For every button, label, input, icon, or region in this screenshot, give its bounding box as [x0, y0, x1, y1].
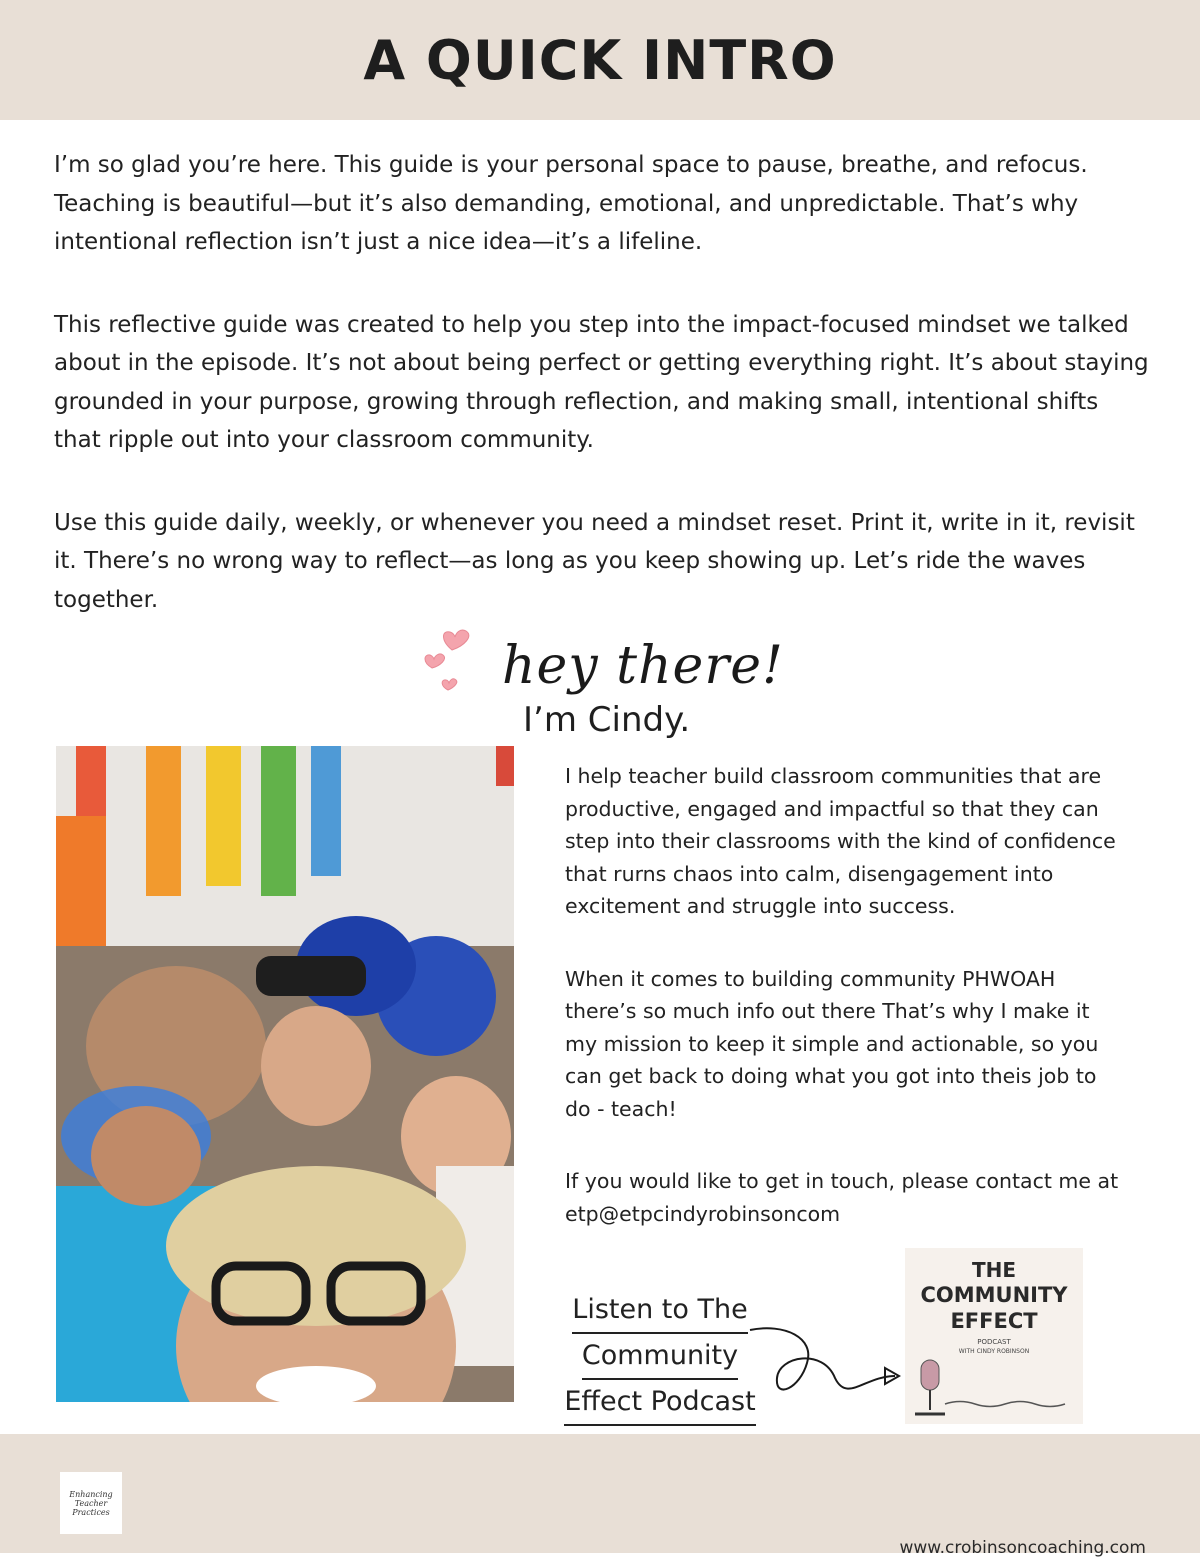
brand-logo: Enhancing Teacher Practices: [60, 1472, 122, 1534]
website-link[interactable]: www.crobinsoncoaching.com: [899, 1538, 1146, 1558]
bio-paragraph: I help teacher build classroom communities that are productive, engaged and impactful so that they can step into their classrooms with the kind of confidence that rurns chaos into calm, disengagement into excitement and struggle into success.: [565, 764, 1116, 918]
intro-paragraph: Use this guide daily, weekly, or whenever you need a mindset reset. Print it, write in it, revisit it. There’s no wrong way to reflect—as long as you keep showing up. Let’s ride the waves together.: [54, 509, 1135, 613]
podcast-host: WITH CINDY ROBINSON: [958, 1348, 1030, 1355]
page-title: A QUICK INTRO: [363, 28, 837, 92]
hey-there-script: hey there!: [502, 636, 784, 696]
listen-line: Listen to The: [572, 1288, 747, 1334]
footer-band: [0, 1434, 1200, 1553]
podcast-title-line: COMMUNITY: [920, 1283, 1068, 1307]
im-cindy-heading: I’m Cindy.: [523, 700, 691, 740]
hearts-icon: [418, 622, 482, 698]
intro-paragraph: I’m so glad you’re here. This guide is your personal space to pause, breathe, and refocus. Teaching is beautiful—but it’s also demanding, emotional, and unpredictable. That’s why intentional reflection isn’t just a nice idea—it’s a lifeline.: [54, 152, 1088, 255]
podcast-title-line: EFFECT: [950, 1309, 1038, 1333]
podcast-subtitle: PODCAST: [977, 1338, 1011, 1346]
microphone-icon: [905, 1344, 1083, 1424]
intro-paragraph: This reflective guide was created to help you step into the impact-focused mindset we talked about in the episode. It’s not about being perfect or getting everything right. It’s about staying grounded in your purpose, growing through reflection, and making small, intentional shifts that ripple out into your classroom community.: [54, 311, 1149, 453]
listen-line: Effect Podcast: [564, 1380, 755, 1426]
bio-text: [565, 760, 1125, 1270]
bio-paragraph: When it comes to building community PHWOAH there’s so much info out there That’s why I make it my mission to keep it simple and actionable, so you can get back to doing what you got into theis job to do - teach!: [565, 966, 1099, 1121]
podcast-title-line: THE: [971, 1258, 1017, 1282]
listen-line: Community: [582, 1334, 738, 1380]
header-band: [0, 0, 1200, 120]
listen-podcast-callout[interactable]: [560, 1288, 760, 1426]
loop-arrow-icon: [745, 1318, 920, 1418]
intro-text: [54, 146, 1149, 663]
podcast-cover[interactable]: [905, 1248, 1083, 1424]
classroom-selfie-photo: [56, 746, 514, 1402]
contact-paragraph: If you would like to get in touch, please contact me at etp@etpcindyrobinsoncom: [565, 1169, 1119, 1226]
